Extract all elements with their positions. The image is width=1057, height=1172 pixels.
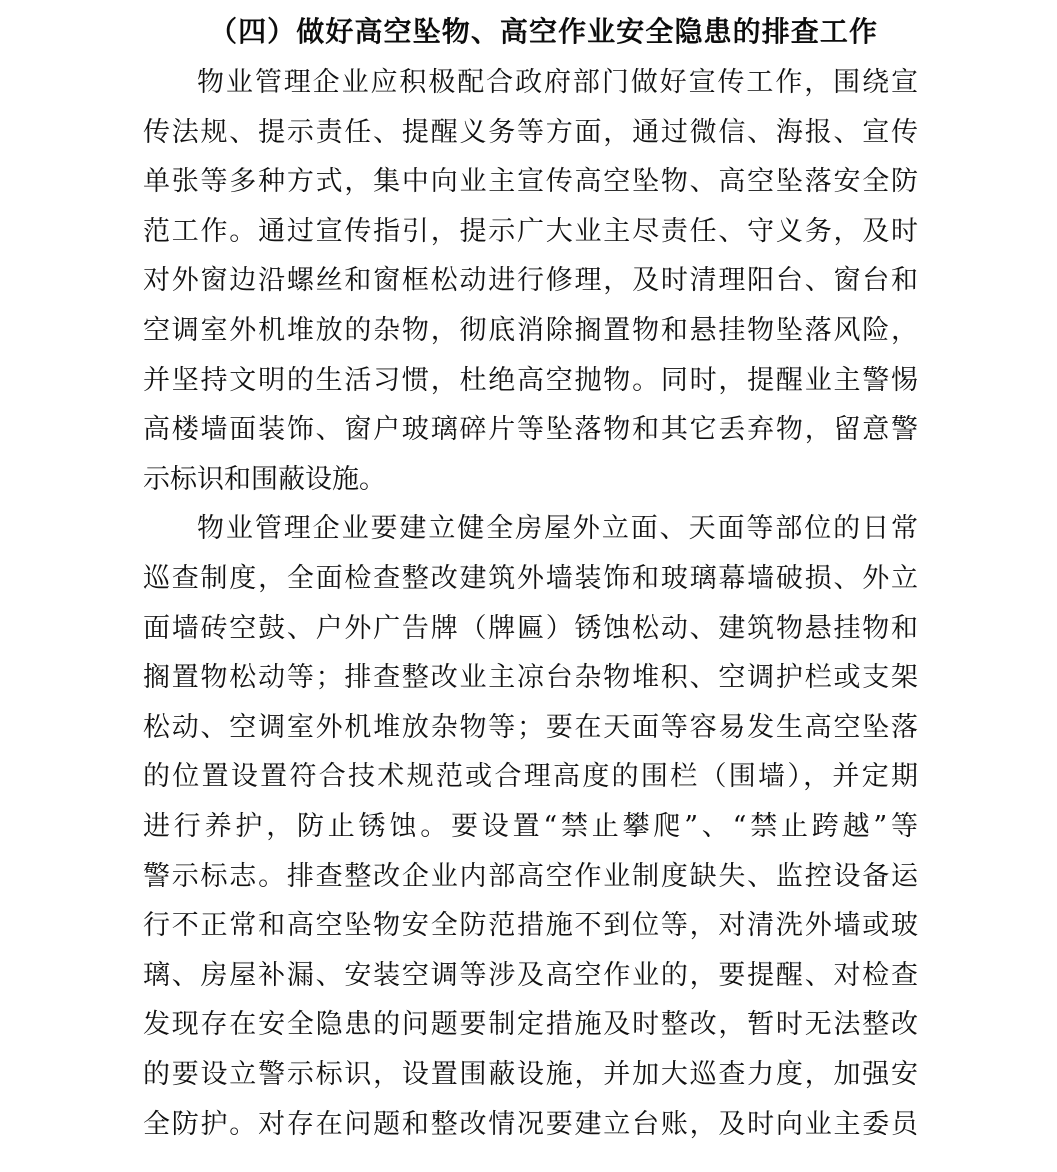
text-line: 范工作。通过宣传指引，提示广大业主尽责任、守义务，及时	[143, 215, 918, 247]
text-line: 全防护。对存在问题和整改情况要建立台账，及时向业主委员	[143, 1108, 918, 1140]
text-line: 行不正常和高空坠物安全防范措施不到位等，对清洗外墙或玻	[143, 910, 918, 942]
text-line: 巡查制度，全面检查整改建筑外墙装饰和玻璃幕墙破损、外立	[143, 563, 918, 594]
text-line: 璃、房屋补漏、安装空调等涉及高空作业的，要提醒、对检查	[143, 959, 918, 991]
text-line: 物业管理企业要建立健全房屋外立面、天面等部位的日常	[197, 513, 918, 545]
text-line: 空调室外机堆放的杂物，彻底消除搁置物和悬挂物坠落风险，	[143, 315, 918, 346]
text-line: 传法规、提示责任、提醒义务等方面，通过微信、海报、宣传	[143, 116, 918, 148]
text-line: 单张等多种方式，集中向业主宣传高空坠物、高空坠落安全防	[143, 166, 918, 198]
text-line: 物业管理企业应积极配合政府部门做好宣传工作，围绕宣	[197, 67, 918, 98]
text-line: 并坚持文明的生活习惯，杜绝高空抛物。同时，提醒业主警惕	[143, 364, 918, 396]
text-line: 警示标志。排查整改企业内部高空作业制度缺失、监控设备运	[143, 860, 918, 892]
text-line: 的位置设置符合技术规范或合理高度的围栏（围墙），并定期	[143, 761, 918, 793]
text-line: 的要设立警示标识，设置围蔽设施，并加大巡查力度，加强安	[143, 1059, 918, 1090]
section-heading: （四）做好高空坠物、高空作业安全隐患的排查工作	[209, 15, 877, 48]
text-line: 示标识和围蔽设施。	[143, 463, 386, 495]
text-line: 发现存在安全隐患的问题要制定措施及时整改，暂时无法整改	[143, 1009, 918, 1041]
text-line: 对外窗边沿螺丝和窗框松动进行修理，及时清理阳台、窗台和	[143, 265, 918, 297]
text-line: 进行养护，防止锈蚀。要设置“禁止攀爬”、“禁止跨越”等	[143, 811, 918, 842]
text-line: 高楼墙面装饰、窗户玻璃碎片等坠落物和其它丢弃物，留意警	[143, 414, 918, 446]
text-line: 搁置物松动等；排查整改业主凉台杂物堆积、空调护栏或支架	[143, 662, 918, 694]
text-line: 松动、空调室外机堆放杂物等；要在天面等容易发生高空坠落	[143, 711, 918, 743]
text-line: 面墙砖空鼓、户外广告牌（牌匾）锈蚀松动、建筑物悬挂物和	[143, 612, 918, 644]
